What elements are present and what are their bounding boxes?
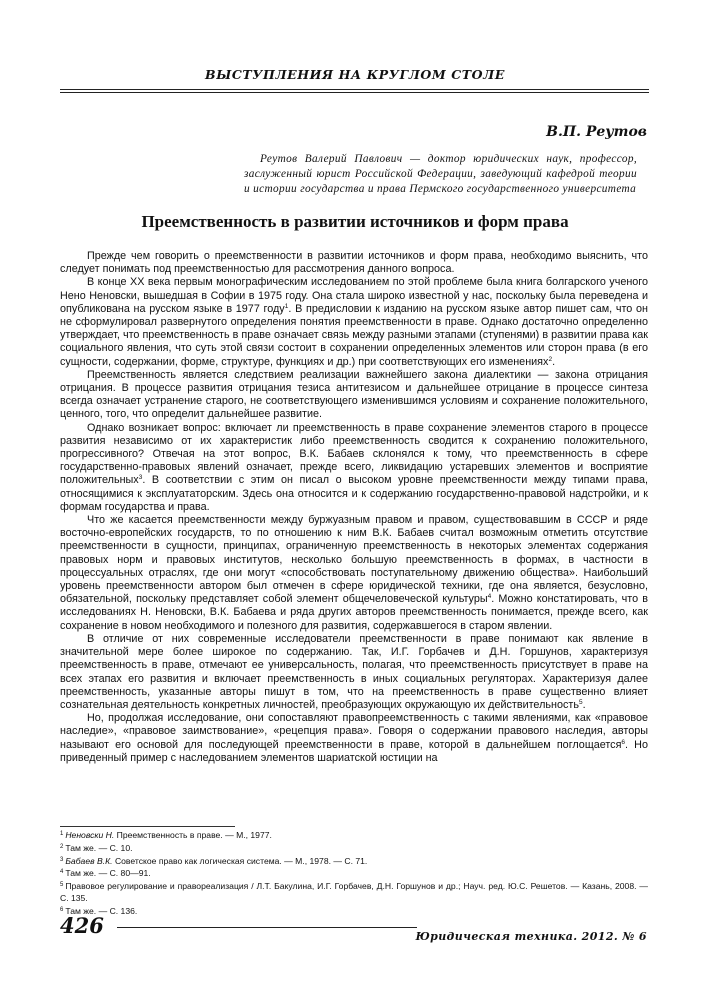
- footnote-text: Там же. — С. 80—91.: [65, 868, 151, 879]
- paragraph: [60, 514, 648, 633]
- footnote-rule: [60, 826, 235, 827]
- paragraph-text: Но, продолжая исследование, они сопоставляют правопреемственность с такими явлениями, как «правовое наследие», «правовое заимствование», «рецепция права». Говоря о содержании правового наследия, авторы называют его основой для последующей преемственности в праве, которой в дальнейшем поглощается: [60, 712, 648, 751]
- footnote: [60, 855, 648, 868]
- footer-rule: [117, 927, 417, 928]
- footnote-number: 2: [60, 843, 64, 850]
- footnote-text: Там же. — С. 136.: [65, 905, 138, 916]
- paragraph: [60, 369, 648, 422]
- footnote: [60, 880, 648, 905]
- footnote-number: 5: [60, 882, 64, 889]
- paragraph-text: В отличие от них современные исследователи преемственности в праве понимают как явление в значительной мере более широкое по содержанию. Так, И.Г. Горбачев и Д.Н. Горшунов, характеризуя преемственность в праве, отмечают ее универсальность, полагая, что преемственность присутствует в праве на всех этапах его развития и включает преемственность в иных социальных регуляторах. Характеризуя далее преемственность, указанные авторы пишут в том, что на преемственность в праве существенно влияет сознательная деятельность конкретных личностей, преобразующих окружающую их действительность: [60, 632, 648, 711]
- paragraph-text: .: [582, 698, 586, 711]
- footnote-number: 6: [60, 906, 64, 913]
- footnote-number: 3: [60, 856, 64, 863]
- author-name: В.П. Реутов: [546, 124, 647, 140]
- paragraph-text: Прежде чем говорить о преемственности в развитии источников и форм права, необходимо выяснить, что следует понимать под преемственностью для рассмотрения данного вопроса.: [60, 250, 648, 276]
- footnote-text: Правовое регулирование и правореализация / Л.Т. Бакулина, И.Г. Горбачев, Д.Н. Горшунов и др.; Науч. ред. Ю.С. Решетов. — Казань, 2008. — С. 135.: [60, 881, 648, 903]
- footnote-ref: 2: [548, 355, 553, 363]
- paragraph: [60, 250, 648, 276]
- footnote-text: Преемственность в праве. — М., 1977.: [114, 830, 272, 840]
- paragraph-text: Однако возникает вопрос: включает ли преемственность в праве сохранение элементов старого в процессе развития независимо от их характеристик либо преемственность сводится к сохранению положительного, прогрессивного? Отвечая на этот вопрос, В.К. Бабаев склонялся к тому, что преемственность в сфере государственно-правовых явлений означает, прежде всего, ликвидацию устаревших элементов и восприятие положительных: [60, 421, 648, 487]
- footnotes: [60, 829, 648, 918]
- paragraph-text: . В предисловии к изданию на русском языке автор пишет сам, что он не сформулировал развернутого определения понятия преемственности в праве. Однако достаточно определенно утверждает, что преемственность в праве означает связь между разными этапами (ступенями) в развитии права как социального явления, что суть этой связи состоит в сохранении определенных элементов или сторон права (в его сущности, содержании, форме, структуре, функциях и др.) при соответствующих его изменениях: [60, 302, 648, 368]
- footnote-ref: 5: [578, 698, 583, 706]
- paragraph-text: . Можно констатировать, что в исследованиях Н. Неновски, В.К. Бабаева и ряда других авторов преемственность понимается, прежде всего, как сохранение в новом необходимого и полезного для развития, содержавшегося в старом явлении.: [60, 593, 649, 632]
- paragraph: [60, 633, 648, 712]
- header-rule-thin: [60, 92, 649, 93]
- paragraph-text: . В соответствии с этим он писал о высоком уровне преемственности между типами права, относящимися к эксплуататорским. Здесь она относится и к содержанию государственно-правовой надстройки, и к формам государства и права.: [60, 474, 648, 513]
- paragraph: [60, 276, 648, 368]
- paragraph-text: .: [552, 355, 556, 368]
- footnote-ref: 1: [284, 302, 289, 310]
- header-rule: [60, 89, 649, 90]
- footnote-text: Там же. — С. 10.: [65, 842, 133, 853]
- footnote: [60, 905, 648, 918]
- footnote-number: 4: [60, 869, 64, 876]
- footnote-number: 1: [60, 831, 64, 837]
- footnote: [60, 867, 648, 880]
- article-title: Преемственность в развитии источников и форм права: [141, 212, 569, 231]
- journal-reference: Юридическая техника. 2012. № 6: [415, 930, 647, 943]
- footnote-ref: 3: [138, 474, 143, 482]
- paragraph-text: . Но приведенный пример с наследованием элементов шариатской юстиции на: [60, 738, 648, 764]
- paragraph-text: В конце XX века первым монографическим исследованием по этой проблеме была книга болгарского ученого Нено Неновски, вышедшая в Софии в 1975 году. Она стала широко известной у нас, поскольку была переведена и опубликована на русском языке в 1977 году: [60, 276, 648, 315]
- footnote-ref: 4: [487, 593, 492, 601]
- footnote: [60, 842, 648, 855]
- article-body: [60, 250, 648, 765]
- footnote: [60, 829, 648, 842]
- paragraph-text: Что же касается преемственности между буржуазным правом и правом, существовавшим в СССР и ряде восточно-европейских государств, то по отношению к ним В.К. Бабаев считал возможным отметить отсутствие преемственности в сущности, принципах, ограниченную преемственность в некоторых элементах содержания правовых норм и правовых институтов, несколько большую преемственность в формах, в частности в процессуальных отраслях, где они могут «способствовать поступательному движению общества». Наибольший уровень преемственности автором был отмечен в сфере юридической техники, где она является, безусловно, обязательной, поскольку представляет собой элемент общечеловеческой культуры: [60, 514, 648, 606]
- paragraph: [60, 712, 648, 765]
- footnote-author: Бабаев В.К.: [65, 855, 113, 866]
- footnote-text: Советское право как логическая система. — М., 1978. — С. 71.: [112, 855, 368, 866]
- paragraph: [60, 422, 648, 514]
- footnote-author: Неновски Н.: [65, 830, 115, 840]
- footnote-ref: 6: [621, 738, 626, 746]
- page-number: 426: [60, 913, 104, 938]
- paragraph-text: Преемственность является следствием реализации важнейшего закона диалектики — закона отрицания отрицания. В процессе развития отрицания тезиса антитезисом и дальнейшее отрицание в процессе синтеза всегда означает устранение старого, не соответствующего изменившимся условиям и сохранение положительного, ценного, того, что определит дальнейшее развитие.: [60, 368, 648, 421]
- author-bio: Реутов Валерий Павлович — доктор юридических наук, профессор, заслуженный юрист Российской Федерации, заведующий кафедрой теории и истории государства и права Пермского государственного университета: [244, 153, 637, 196]
- running-head: ВЫСТУПЛЕНИЯ НА КРУГЛОМ СТОЛЕ: [205, 67, 505, 82]
